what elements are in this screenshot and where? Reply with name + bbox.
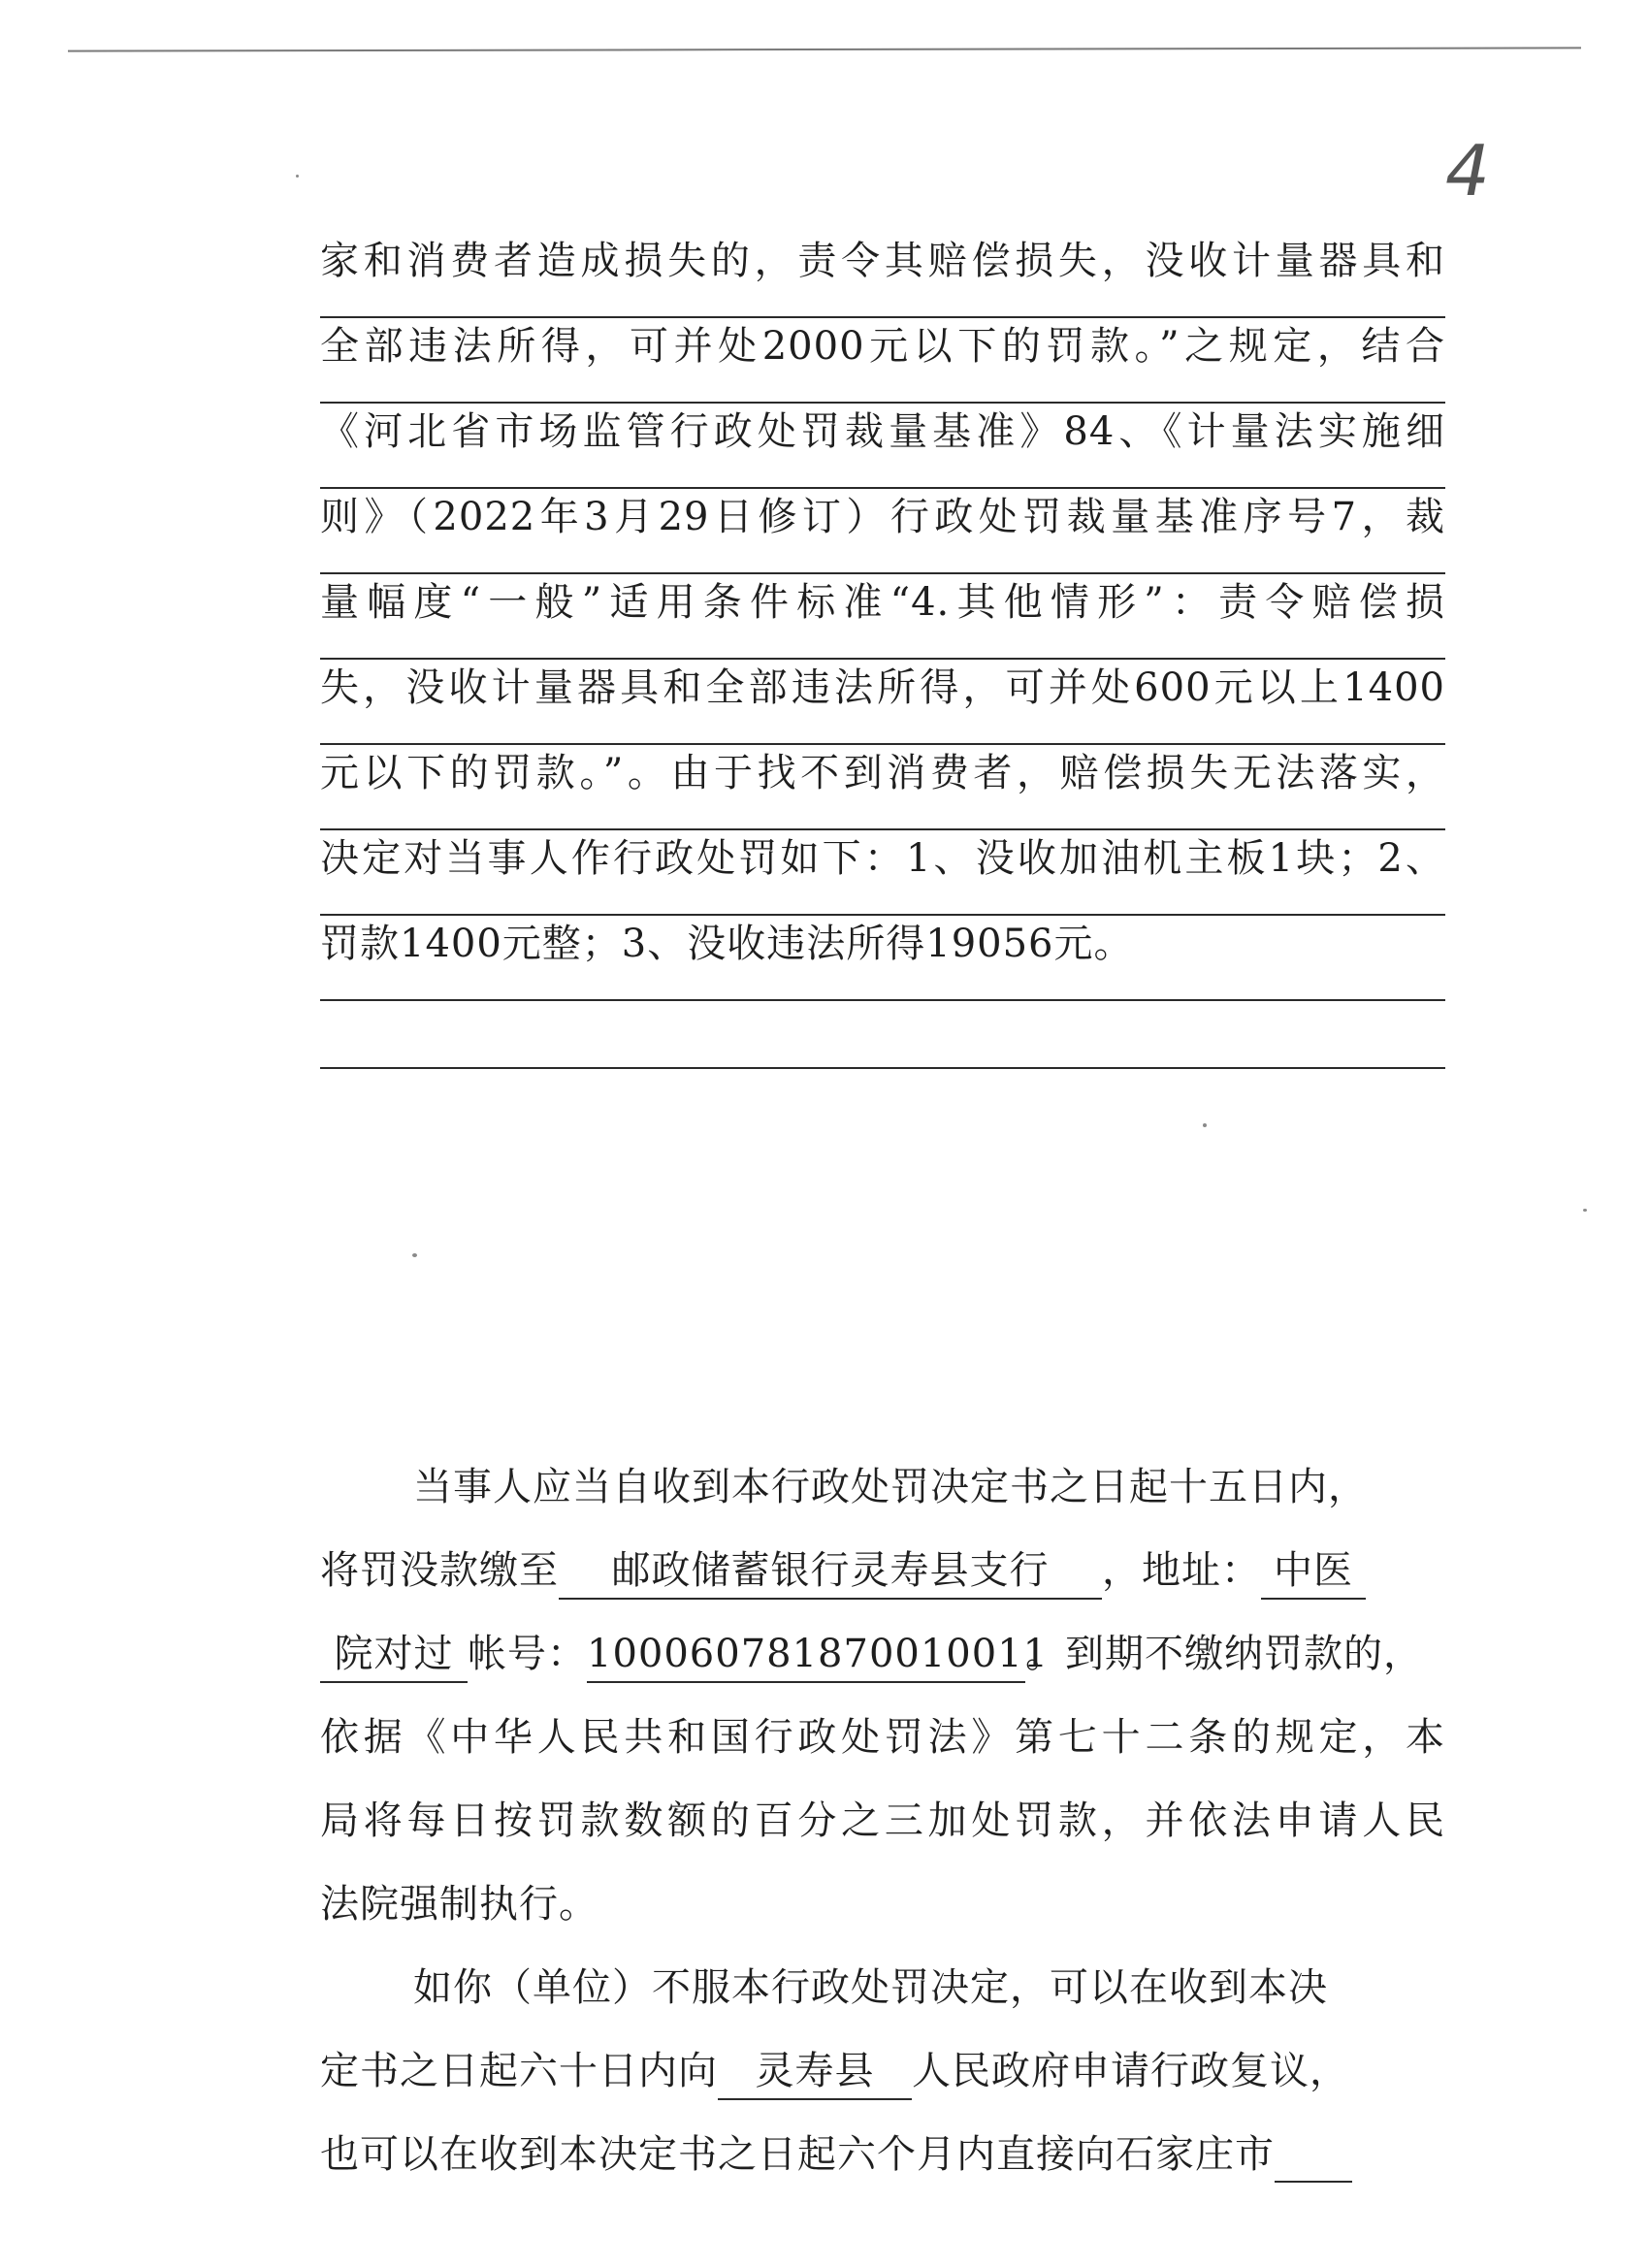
payment-account-line — [320, 1626, 1445, 1711]
scan-speck — [1583, 1209, 1587, 1212]
decision-line: 决定对当事人作行政处罚如下：1、没收加油机主板1块；2、 — [320, 830, 1445, 916]
scan-top-edge — [68, 47, 1581, 51]
decision-line: 罚款1400元整；3、没收违法所得19056元。 — [320, 916, 1445, 1001]
decision-line: 失，没收计量器具和全部违法所得，可并处600元以上1400 — [320, 660, 1445, 745]
court-blank-field — [1275, 2142, 1352, 2183]
address-label: ，地址： — [1102, 1548, 1261, 1593]
payment-legal-line: 依据《中华人民共和国行政处罚法》第七十二条的规定，本 — [320, 1715, 1445, 1760]
scan-speck — [1203, 1123, 1207, 1127]
review-intro-line: 如你（单位）不服本行政处罚决定，可以在收到本决 — [413, 1965, 1328, 2010]
review-suffix: 人民政府申请行政复议， — [912, 2049, 1349, 2093]
decision-line: 全部违法所得，可并处2000元以下的罚款。”之规定，结合 — [320, 318, 1445, 404]
decision-line: 则》（2022年3月29日修订）行政处罚裁量基准序号7，裁 — [320, 489, 1445, 574]
overdue-text: 。到期不缴纳罚款的， — [1025, 1632, 1423, 1676]
review-county-line — [320, 2043, 1445, 2128]
payment-penalty-line: 局将每日按罚款数额的百分之三加处罚款，并依法申请人民 — [320, 1798, 1445, 1843]
review-court-text: 也可以在收到本决定书之日起六个月内直接向石家庄市 — [320, 2132, 1275, 2177]
handwritten-page-number: 4 — [1445, 130, 1490, 211]
payment-enforcement-line: 法院强制执行。 — [320, 1882, 598, 1927]
payment-prefix: 将罚没款缴至 — [320, 1548, 559, 1593]
decision-line: 《河北省市场监管行政处罚裁量基准》84、《计量法实施细 — [320, 404, 1445, 489]
decision-line: 量幅度“一般”适用条件标准“4.其他情形”：责令赔偿损 — [320, 574, 1445, 660]
payment-intro-line: 当事人应当自收到本行政处罚决定书之日起十五日内， — [413, 1465, 1368, 1509]
county-field: 灵寿县 — [718, 2044, 912, 2100]
account-number-field: 100060781870010011 — [587, 1627, 1025, 1683]
bank-name-field: 邮政储蓄银行灵寿县支行 — [559, 1543, 1102, 1600]
account-label: 帐号： — [468, 1632, 587, 1676]
review-prefix: 定书之日起六十日内向 — [320, 2049, 718, 2093]
decision-line: 元以下的罚款。”。由于找不到消费者，赔偿损失无法落实， — [320, 745, 1445, 830]
review-court-line — [320, 2126, 1445, 2212]
decision-line: 家和消费者造成损失的，责令其赔偿损失，没收计量器具和 — [320, 233, 1445, 318]
address-field-part2: 院对过 — [320, 1627, 468, 1683]
scan-speck — [296, 175, 299, 178]
blank-underline — [320, 1067, 1445, 1069]
address-field-part1: 中医 — [1261, 1543, 1366, 1600]
scan-speck — [412, 1253, 417, 1257]
payment-bank-line — [320, 1542, 1445, 1628]
